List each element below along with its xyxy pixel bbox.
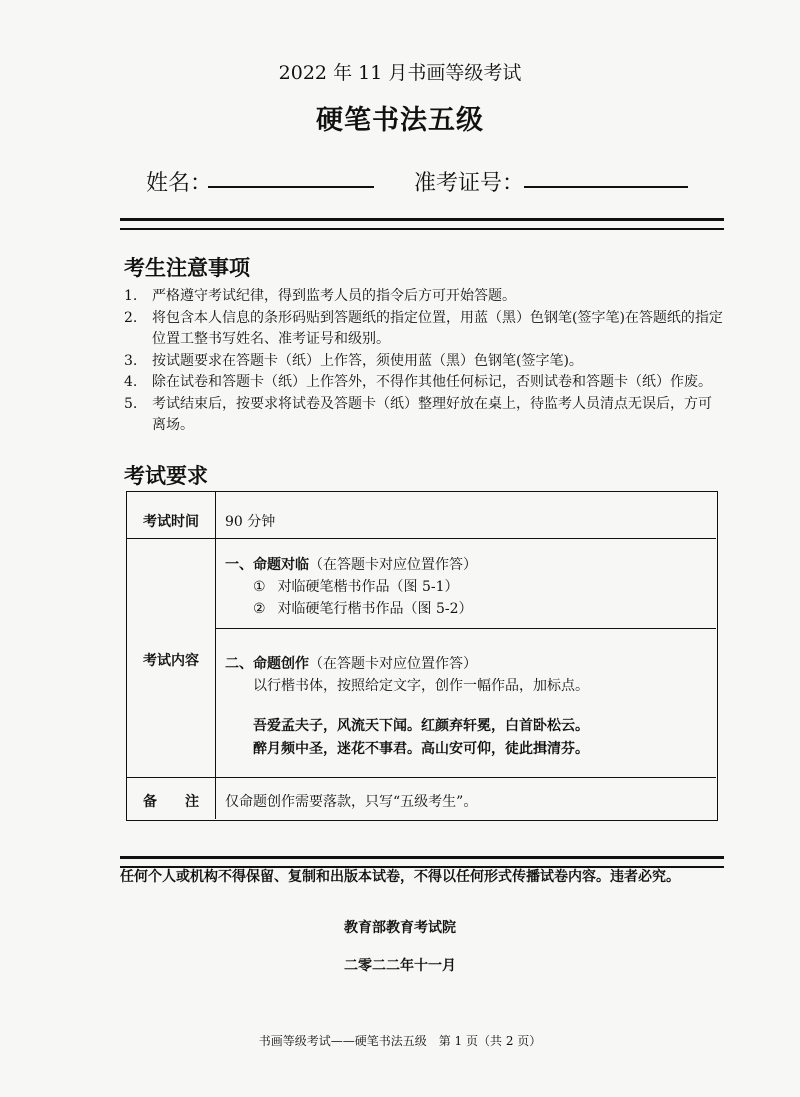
notice-text: 按试题要求在答题卡（纸）上作答，须使用蓝（黑）色钢笔(签字笔)。 <box>152 352 583 369</box>
notice-text: 将包含本人信息的条形码贴到答题纸的指定位置，用蓝（黑）色钢笔(签字笔)在答题纸的指定位置工整书写姓名、准考证号和级别。 <box>152 309 723 347</box>
table-column-divider <box>215 492 216 819</box>
notice-item <box>124 394 724 437</box>
part2-title: 二、命题创作 <box>225 656 309 672</box>
notice-number: 1. <box>124 288 138 304</box>
item-text: 对临硬笔行楷书作品（图 5-2） <box>277 601 473 617</box>
top-divider <box>120 218 724 230</box>
copyright-warning: 任何个人或机构不得保留、复制和出版本试卷，不得以任何形式传播试卷内容。违者必究。 <box>120 869 680 885</box>
notice-number: 4. <box>124 374 138 390</box>
part2-note: （在答题卡对应位置作答） <box>309 656 477 672</box>
remark-label: 备 注 <box>143 794 199 810</box>
table-row-divider <box>127 777 716 778</box>
part2-heading <box>225 653 477 673</box>
notice-list <box>124 286 724 437</box>
notice-item <box>124 286 724 308</box>
name-field[interactable] <box>208 186 374 188</box>
part2-instruction: 以行楷书体，按照给定文字，创作一幅作品，加标点。 <box>253 678 589 694</box>
notice-text: 除在试卷和答题卡（纸）上作答外，不得作其他任何标记，否则试卷和答题卡（纸）作废。 <box>152 374 712 390</box>
notice-item <box>124 308 724 351</box>
notice-text: 严格遵守考试纪律，得到监考人员的指令后方可开始答题。 <box>152 288 516 304</box>
notice-text: 考试结束后，按要求将试卷及答题卡（纸）整理好放在桌上，待监考人员清点无误后，方可离场。 <box>152 395 712 433</box>
poem-line: 醉月频中圣，迷花不事君。高山安可仰，徒此揖清芬。 <box>253 741 589 757</box>
item-mark: ① <box>253 579 266 595</box>
item-mark: ② <box>253 601 266 617</box>
name-label: 姓名： <box>146 171 213 196</box>
exam-id-field[interactable] <box>524 186 688 188</box>
notice-number: 2. <box>124 309 138 326</box>
part1-heading <box>225 554 477 574</box>
remark-value: 仅命题创作需要落款，只写“五级考生”。 <box>225 794 478 810</box>
notice-number: 5. <box>124 395 138 412</box>
item-text: 对临硬笔楷书作品（图 5-1） <box>277 579 459 595</box>
exam-id-label: 准考证号： <box>414 171 525 196</box>
exam-subtitle: 硬笔书法五级 <box>316 105 484 136</box>
part1-note: （在答题卡对应位置作答） <box>309 557 477 573</box>
exam-title: 2022 年 11 月书画等级考试 <box>278 62 522 84</box>
requirements-heading: 考试要求 <box>124 463 208 488</box>
notice-number: 3. <box>124 352 138 369</box>
issuer-name: 教育部教育考试院 <box>344 920 456 936</box>
requirements-table <box>126 491 718 821</box>
part1-title: 一、命题对临 <box>225 557 309 573</box>
page-footer: 书画等级考试——硬笔书法五级 第 1 页（共 2 页） <box>258 1034 542 1048</box>
exam-content-label: 考试内容 <box>143 653 199 669</box>
table-row-divider <box>127 538 716 539</box>
notice-item <box>124 351 724 373</box>
table-row-divider <box>215 628 716 629</box>
issue-date: 二零二二年十一月 <box>344 958 456 974</box>
exam-time-value: 90 分钟 <box>225 514 276 530</box>
part1-item <box>253 576 459 596</box>
poem-line: 吾爱孟夫子，风流天下闻。红颜弃轩冕，白首卧松云。 <box>253 718 589 734</box>
exam-time-label: 考试时间 <box>143 514 199 530</box>
part1-item <box>253 598 473 618</box>
notice-heading: 考生注意事项 <box>124 255 250 280</box>
notice-item <box>124 372 724 394</box>
